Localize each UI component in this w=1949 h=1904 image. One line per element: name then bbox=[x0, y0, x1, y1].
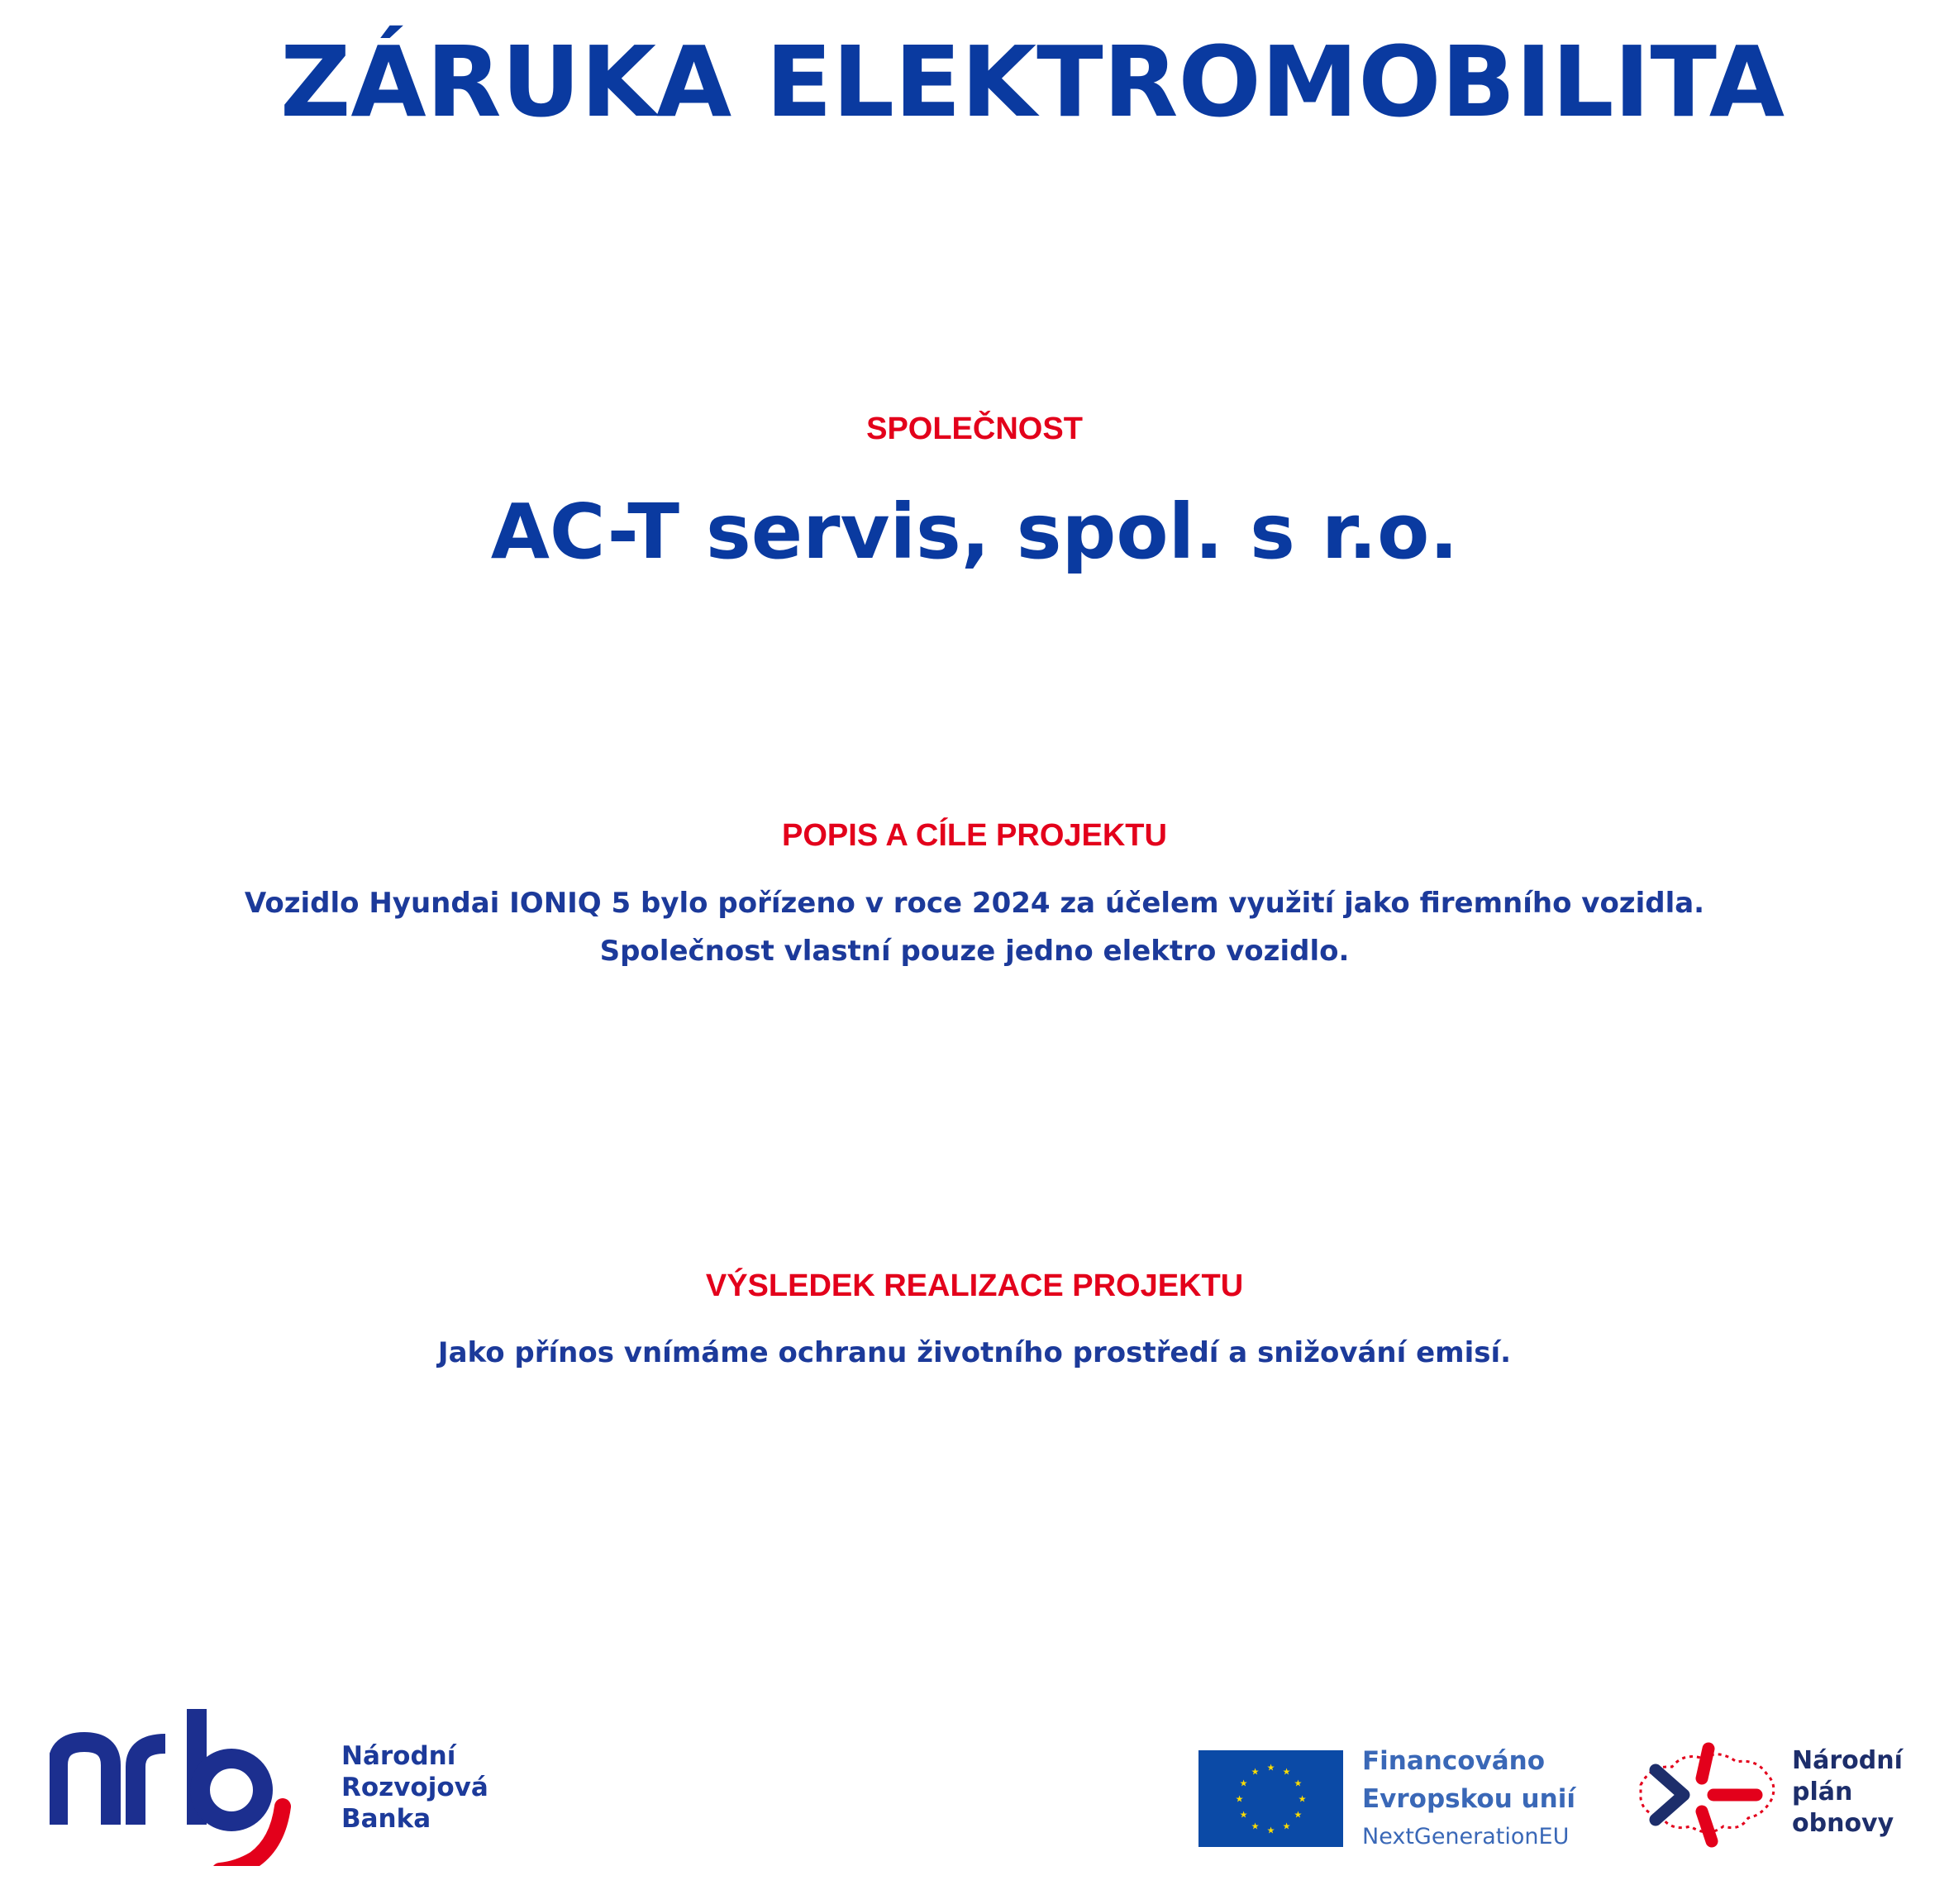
description-line: Vozidlo Hyundai IONIQ 5 bylo pořízeno v roce 2024 za účelem využití jako firemního vozidla. bbox=[244, 887, 1705, 920]
company-name: AC-T servis, spol. s r.o. bbox=[490, 488, 1459, 576]
eu-line: Financováno bbox=[1362, 1746, 1546, 1776]
eu-line: Evropskou unií bbox=[1362, 1784, 1575, 1814]
eu-star: ★ bbox=[1251, 1821, 1260, 1832]
eu-star: ★ bbox=[1294, 1810, 1303, 1821]
eu-sub: NextGenerationEU bbox=[1362, 1824, 1570, 1849]
nrb-logo bbox=[50, 1701, 298, 1866]
npo-line: Národní bbox=[1792, 1746, 1903, 1775]
nrb-line: Rozvojová bbox=[341, 1773, 488, 1802]
nrb-logo-text bbox=[341, 1740, 488, 1835]
result-label: VÝSLEDEK REALIZACE PROJEKTU bbox=[705, 1269, 1244, 1303]
eu-stars bbox=[1198, 1750, 1343, 1847]
nrb-logo-mark bbox=[50, 1701, 298, 1866]
nrb-line: Národní bbox=[341, 1741, 456, 1771]
eu-funding-text bbox=[1362, 1742, 1575, 1856]
eu-star: ★ bbox=[1294, 1778, 1303, 1789]
page-title: ZÁRUKA ELEKTROMOBILITA bbox=[279, 25, 1785, 139]
npo-line: plán bbox=[1792, 1778, 1853, 1806]
description-text bbox=[0, 879, 1949, 975]
description-line: Společnost vlastní pouze jedno elektro vozidlo. bbox=[599, 935, 1350, 968]
company-label: SPOLEČNOST bbox=[866, 412, 1083, 446]
npo-line: obnovy bbox=[1792, 1809, 1894, 1838]
eu-star: ★ bbox=[1235, 1794, 1244, 1805]
eu-star: ★ bbox=[1251, 1767, 1260, 1778]
eu-flag-icon bbox=[1198, 1750, 1343, 1847]
result-text: Jako přínos vnímáme ochranu životního prostředí a snižování emisí. bbox=[437, 1336, 1512, 1369]
description-label: POPIS A CÍLE PROJEKTU bbox=[782, 818, 1167, 853]
eu-star: ★ bbox=[1282, 1821, 1291, 1832]
eu-star: ★ bbox=[1282, 1767, 1291, 1778]
eu-star: ★ bbox=[1266, 1763, 1275, 1773]
nrb-line: Banka bbox=[341, 1804, 431, 1834]
npo-logo-icon bbox=[1632, 1734, 1785, 1854]
eu-star: ★ bbox=[1298, 1794, 1307, 1805]
npo-logo-text bbox=[1792, 1745, 1903, 1840]
eu-star: ★ bbox=[1266, 1825, 1275, 1836]
eu-star: ★ bbox=[1239, 1778, 1248, 1789]
eu-star: ★ bbox=[1239, 1810, 1248, 1821]
